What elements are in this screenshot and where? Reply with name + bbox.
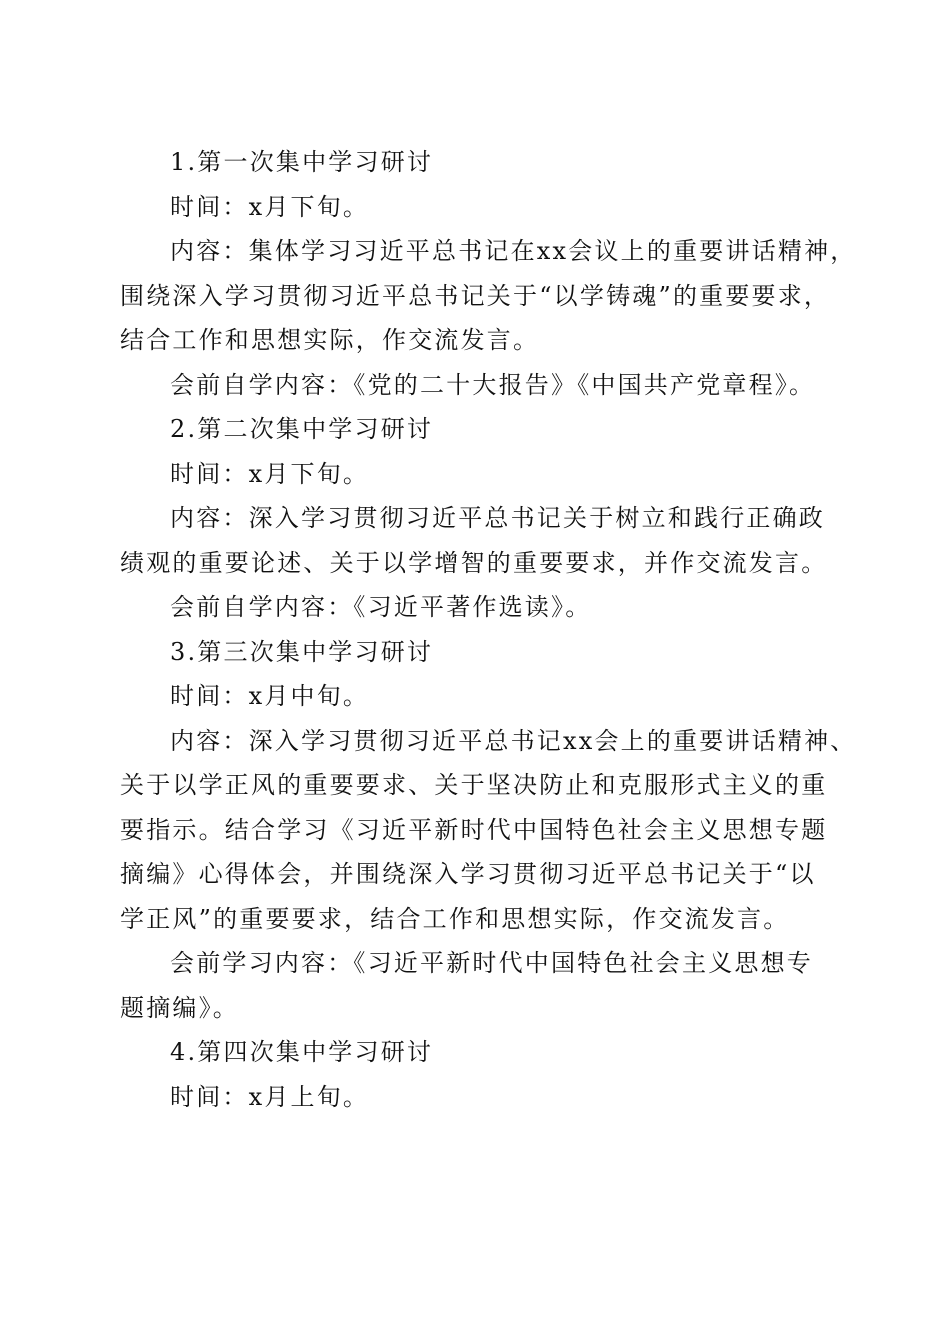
session-content-line: 结合工作和思想实际，作交流发言。 [120,326,540,354]
session-pre-study: 会前自学内容：《党的二十大报告》《中国共产党章程》。 [170,370,816,399]
session-content-line: 学正风”的重要要求，结合工作和思想实际，作交流发言。 [120,904,790,933]
session-title: 3.第三次集中学习研讨 [170,637,434,666]
session-pre-study: 会前自学内容：《习近平著作选读》。 [170,593,592,621]
session-title: 4.第四次集中学习研讨 [170,1038,434,1066]
session-time: 时间：x月下旬。 [170,192,370,221]
session-1 [120,140,857,407]
session-content-line: 围绕深入学习贯彻习近平总书记关于“以学铸魂”的重要要求， [120,281,831,310]
session-content-line: 内容：集体学习习近平总书记在xx会议上的重要讲话精神， [170,237,857,265]
session-time: 时间：x月中旬。 [170,682,370,710]
document-page [120,140,857,1119]
session-content-line: 要指示。结合学习《习近平新时代中国特色社会主义思想专题 [120,815,828,844]
session-title: 1.第一次集中学习研讨 [170,148,434,176]
session-4 [120,1030,832,1119]
session-3 [120,630,857,1031]
session-content-line: 关于以学正风的重要要求、关于坚决防止和克服形式主义的重 [120,771,828,799]
session-content-line: 内容：深入学习贯彻习近平总书记xx会上的重要讲话精神、 [170,726,857,755]
session-pre-study: 会前学习内容：《习近平新时代中国特色社会主义思想专 [170,949,813,977]
session-pre-study: 题摘编》。 [120,993,239,1022]
session-content-line: 内容：深入学习贯彻习近平总书记关于树立和践行正确政 [170,504,825,532]
session-time: 时间：x月上旬。 [170,1082,370,1111]
session-content-line: 绩观的重要论述、关于以学增智的重要要求，并作交流发言。 [120,548,828,577]
session-2 [120,407,832,630]
session-title: 2.第二次集中学习研讨 [170,415,434,443]
session-time: 时间：x月下旬。 [170,459,370,488]
session-content-line: 摘编》心得体会，并围绕深入学习贯彻习近平总书记关于“以 [120,860,816,888]
